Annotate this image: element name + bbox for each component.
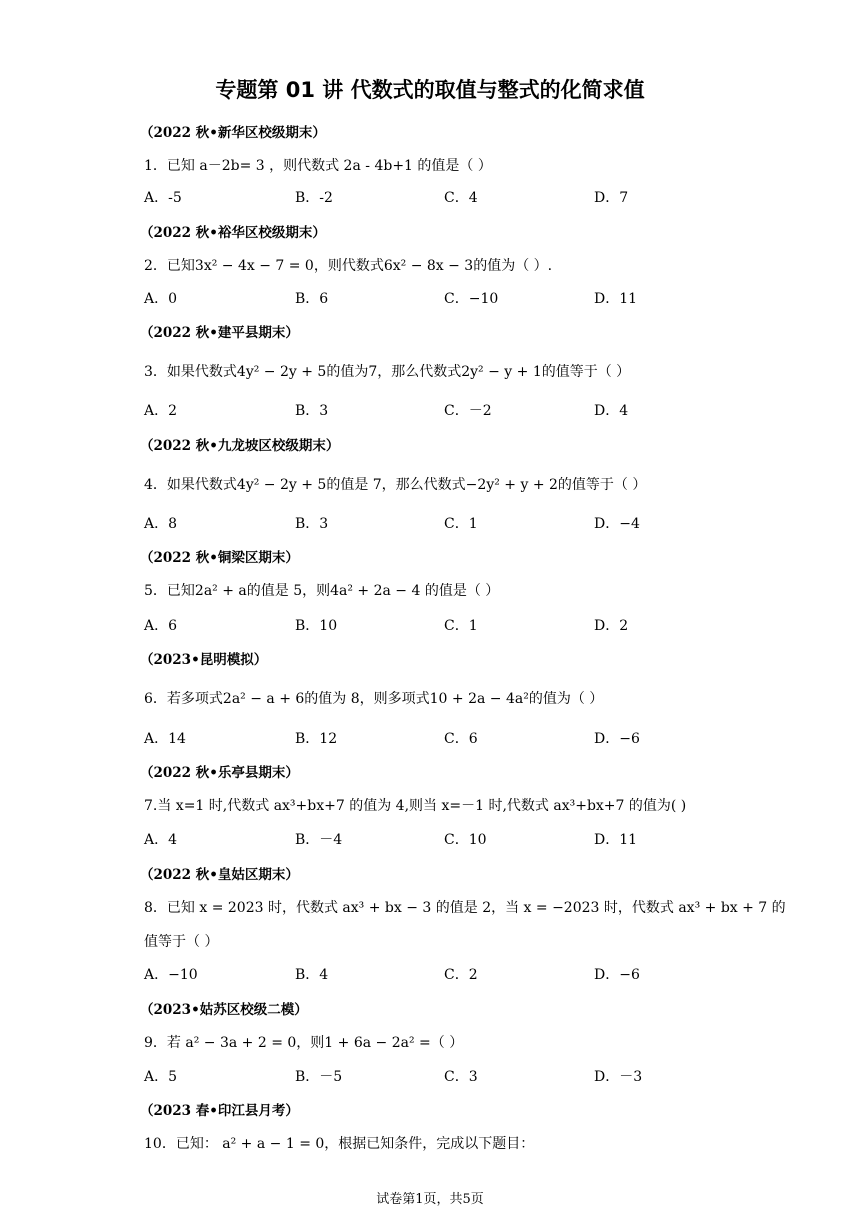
page-title: 专题第 01 讲 代数式的取值与整式的化简求值 <box>215 78 645 102</box>
option-d[interactable]: D．11 <box>594 832 638 848</box>
option-c[interactable]: C．－2 <box>444 403 492 419</box>
question-source: （2022 秋•皇姑区期末） <box>140 867 299 883</box>
option-b[interactable]: B．－5 <box>295 1069 343 1085</box>
option-d[interactable]: D．7 <box>594 190 629 206</box>
option-b[interactable]: B．3 <box>295 403 329 419</box>
option-a[interactable]: A．−10 <box>144 967 198 983</box>
option-b[interactable]: B．－4 <box>295 832 343 848</box>
question-text: 8．已知 x = 2023 时，代数式 ax³ + bx − 3 的值是 2，当 x = −2023 时，代数式 ax³ + bx + 7 的 <box>144 900 786 916</box>
question-source: （2022 秋•建平县期末） <box>140 325 299 341</box>
option-b[interactable]: B．12 <box>295 731 338 747</box>
option-d[interactable]: D．−4 <box>594 516 640 532</box>
option-a[interactable]: A．-5 <box>144 190 182 206</box>
question-text: 7.当 x=1 时,代数式 ax³+bx+7 的值为 4,则当 x=－1 时,代数式 ax³+bx+7 的值为( ) <box>144 798 687 814</box>
question-source: （2023•姑苏区校级二模） <box>140 1002 308 1018</box>
option-c[interactable]: C．1 <box>444 618 478 634</box>
question-text: 10．已知： a² + a − 1 = 0，根据已知条件，完成以下题目： <box>144 1136 535 1152</box>
question-text: 6．若多项式2a² − a + 6的值为 8，则多项式10 + 2a − 4a²的值为（ ） <box>144 691 604 707</box>
option-c[interactable]: C．3 <box>444 1069 478 1085</box>
option-b[interactable]: B．3 <box>295 516 329 532</box>
question-source: （2023 春•印江县月考） <box>140 1103 299 1119</box>
question-source: （2022 秋•裕华区校级期末） <box>140 225 326 241</box>
option-d[interactable]: D．2 <box>594 618 629 634</box>
question-source: （2022 秋•乐亭县期末） <box>140 765 299 781</box>
question-text: 2．已知3x² − 4x − 7 = 0，则代数式6x² − 8x − 3的值为（ ）. <box>144 258 553 274</box>
option-a[interactable]: A．8 <box>144 516 178 532</box>
option-c[interactable]: C．4 <box>444 190 478 206</box>
option-c[interactable]: C．6 <box>444 731 478 747</box>
question-text: 4．如果代数式4y² − 2y + 5的值是 7，那么代数式−2y² + y + 2的值等于（ ） <box>144 477 647 493</box>
option-c[interactable]: C．1 <box>444 516 478 532</box>
question-source: （2023•昆明模拟） <box>140 652 268 668</box>
question-source: （2022 秋•九龙坡区校级期末） <box>140 438 340 454</box>
page-footer: 试卷第1页，共5页 <box>376 1192 484 1207</box>
option-b[interactable]: B．6 <box>295 291 329 307</box>
option-c[interactable]: C．−10 <box>444 291 499 307</box>
question-text: 3．如果代数式4y² − 2y + 5的值为7，那么代数式2y² − y + 1的值等于（ ） <box>144 364 631 380</box>
question-source: （2022 秋•新华区校级期末） <box>140 125 326 141</box>
option-c[interactable]: C．2 <box>444 967 478 983</box>
option-a[interactable]: A．5 <box>144 1069 178 1085</box>
option-d[interactable]: D．−6 <box>594 967 640 983</box>
option-b[interactable]: B．-2 <box>295 190 333 206</box>
question-text: 5．已知2a² + a的值是 5，则4a² + 2a − 4 的值是（ ） <box>144 583 500 599</box>
option-a[interactable]: A．4 <box>144 832 178 848</box>
option-a[interactable]: A．6 <box>144 618 178 634</box>
question-text-continued: 值等于（ ） <box>144 934 219 950</box>
option-a[interactable]: A．14 <box>144 731 186 747</box>
option-c[interactable]: C．10 <box>444 832 487 848</box>
option-d[interactable]: D．－3 <box>594 1069 643 1085</box>
question-source: （2022 秋•铜梁区期末） <box>140 550 299 566</box>
option-d[interactable]: D．−6 <box>594 731 640 747</box>
question-text: 9．若 a² − 3a + 2 = 0，则1 + 6a − 2a² =（ ） <box>144 1035 464 1051</box>
option-d[interactable]: D．4 <box>594 403 629 419</box>
option-b[interactable]: B．10 <box>295 618 338 634</box>
question-text: 1．已知 a－2b= 3 ，则代数式 2a - 4b+1 的值是（ ） <box>144 158 492 174</box>
option-a[interactable]: A．2 <box>144 403 178 419</box>
option-a[interactable]: A．0 <box>144 291 178 307</box>
option-b[interactable]: B．4 <box>295 967 329 983</box>
option-d[interactable]: D．11 <box>594 291 638 307</box>
